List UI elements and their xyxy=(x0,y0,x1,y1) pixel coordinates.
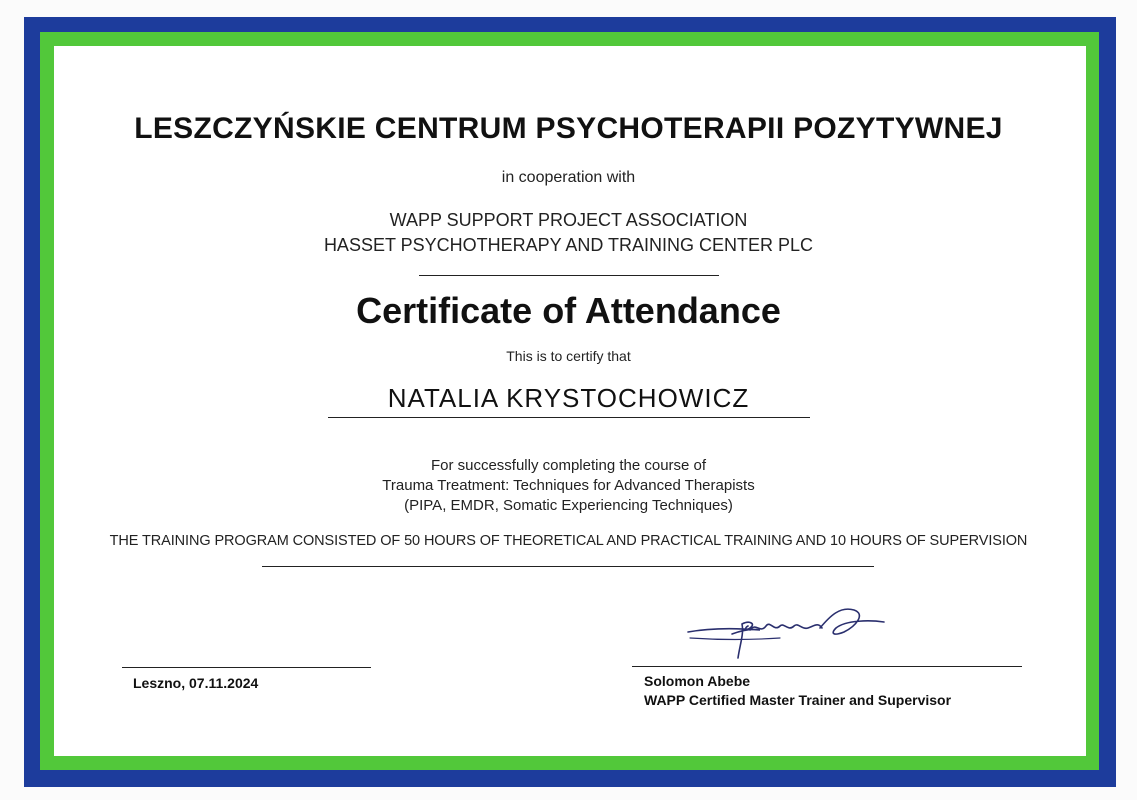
program-statement: THE TRAINING PROGRAM CONSISTED OF 50 HOURS OF THEORETICAL AND PRACTICAL TRAINING AND 10 HOURS OF SUPERVISION xyxy=(109,533,1028,549)
date-signature-line xyxy=(122,667,371,668)
signer-signature-line xyxy=(632,666,1022,667)
cooperation-text: in cooperation with xyxy=(501,169,636,186)
course-description-line: Trauma Treatment: Techniques for Advanced Therapists xyxy=(382,477,755,494)
divider-line xyxy=(262,566,874,567)
partner-organization: WAPP SUPPORT PROJECT ASSOCIATION xyxy=(389,210,748,230)
course-description-line: For successfully completing the course of xyxy=(430,457,707,474)
partner-organization: HASSET PSYCHOTHERAPY AND TRAINING CENTER PLC xyxy=(323,235,814,255)
handwritten-signature xyxy=(680,598,890,668)
signer-name: Solomon Abebe xyxy=(644,673,751,689)
course-description-line: (PIPA, EMDR, Somatic Experiencing Techniques) xyxy=(404,497,733,514)
recipient-name: NATALIA KRYSTOCHOWICZ xyxy=(387,383,750,413)
signer-role: WAPP Certified Master Trainer and Supervisor xyxy=(644,692,952,708)
place-and-date: Leszno, 07.11.2024 xyxy=(133,675,259,691)
recipient-underline xyxy=(328,417,810,418)
organization-title: LESZCZYŃSKIE CENTRUM PSYCHOTERAPII POZYTYWNEJ xyxy=(134,112,1003,145)
certify-text: This is to certify that xyxy=(506,348,631,364)
certificate-title: Certificate of Attendance xyxy=(356,290,781,331)
divider-line xyxy=(419,275,719,276)
